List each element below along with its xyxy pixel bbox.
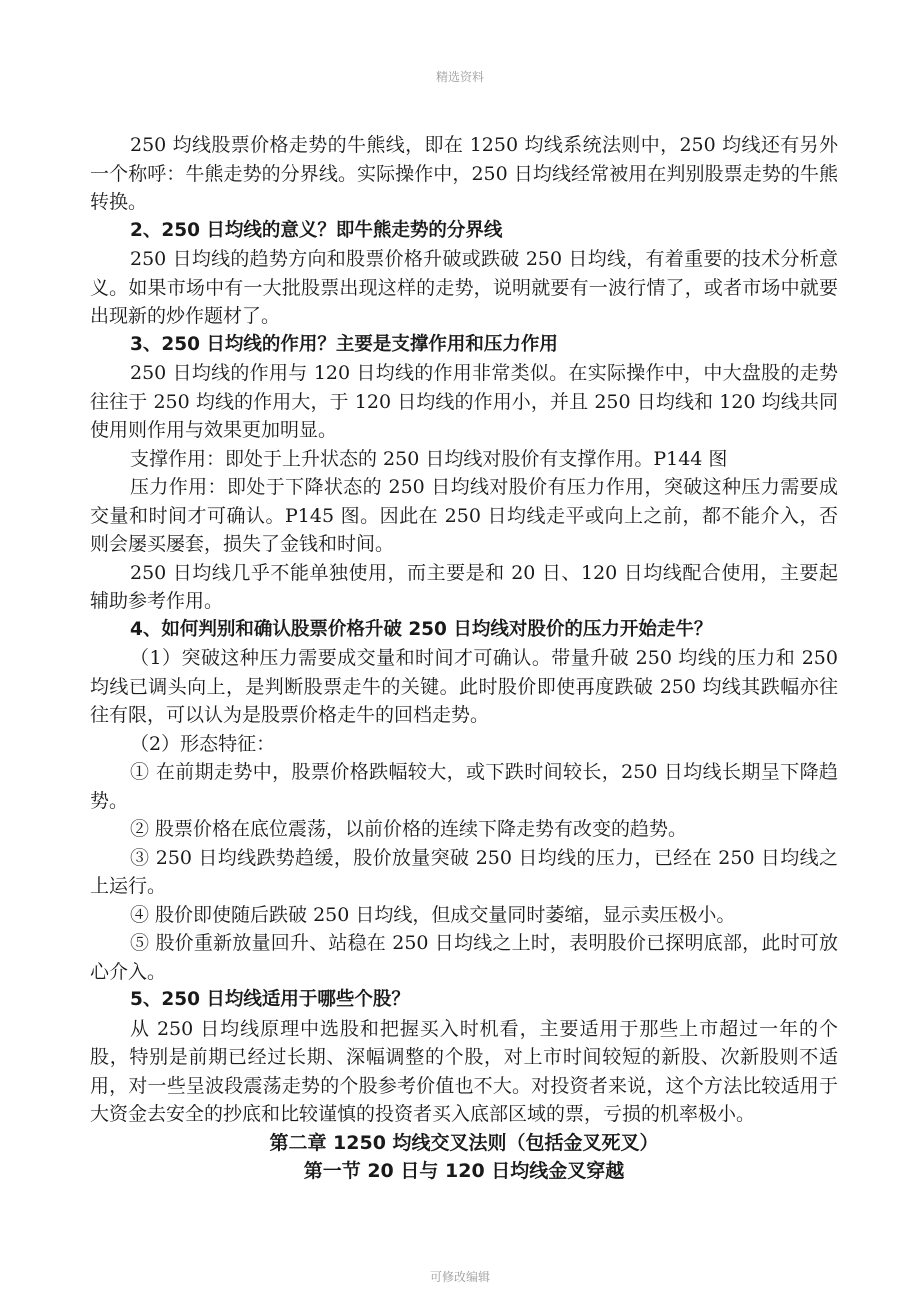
chapter-heading: 第二章 1250 均线交叉法则（包括金叉死叉） [269,1131,659,1154]
chapter-heading: 第一节 20 日与 120 日均线金叉穿越 [303,1160,625,1182]
paragraph: ① 在前期走势中，股票价格跌幅较大，或下跌时间较长，250 日均线长期呈下降趋势。 [90,761,838,812]
page-header: 精选资料 [435,70,484,84]
paragraph: ⑤ 股价重新放量回升、站稳在 250 日均线之上时，表明股价已探明底部，此时可放心介入。 [90,932,838,983]
section-heading: 4、如何判别和确认股票价格升破 250 日均线对股价的压力开始走牛？ [130,618,713,640]
paragraph: ③ 250 日均线跌势趋缓，股价放量突破 250 日均线的压力，已经在 250 日均线之上运行。 [90,846,838,897]
document-body [90,131,838,1186]
paragraph: 支撑作用：即处于上升状态的 250 日均线对股价有支撑作用。P144 图 [130,447,728,470]
paragraph: （1）突破这种压力需要成交量和时间才可确认。带量升破 250 均线的压力和 250 均线已调头向上，是判断股票走牛的关键。此时股价即使再度跌破 250 均线其跌幅亦往往有限，可以认为是股票价格走牛的回档走势。 [90,647,838,726]
paragraph: 250 日均线的作用与 120 日均线的作用非常类似。在实际操作中，中大盘股的走势往往于 250 均线的作用大，于 120 日均线的作用小，并且 250 日均线和 120 均线共同使用则作用与效果更加明显。 [90,362,838,441]
section-heading: 3、250 日均线的作用？主要是支撑作用和压力作用 [130,333,558,355]
section-heading: 2、250 日均线的意义？即牛熊走势的分界线 [130,219,503,241]
paragraph: 250 均线股票价格走势的牛熊线，即在 1250 均线系统法则中，250 均线还有另外一个称呼：牛熊走势的分界线。实际操作中，250 日均线经常被用在判别股票走势的牛熊转换。 [90,134,838,213]
paragraph: 压力作用：即处于下降状态的 250 日均线对股价有压力作用，突破这种压力需要成交量和时间才可确认。P145 图。因此在 250 日均线走平或向上之前，都不能介入，否则会屡买屡套，损失了金钱和时间。 [90,476,838,555]
paragraph: （2）形态特征： [130,732,276,755]
section-heading: 5、250 日均线适用于哪些个股？ [130,989,410,1010]
paragraph: 从 250 日均线原理中选股和把握买入时机看，主要适用于那些上市超过一年的个股，特别是前期已经过长期、深幅调整的个股，对上市时间较短的新股、次新股则不适用，对一些呈波段震荡走势的个股参考价值也不大。对投资者来说，这个方法比较适用于大资金去安全的抄底和比较谨慎的投资者买入底部区域的票，亏损的机率极小。 [90,1017,838,1125]
paragraph: ④ 股价即使随后跌破 250 日均线，但成交量同时萎缩，显示卖压极小。 [130,903,736,926]
paragraph: 250 日均线几乎不能单独使用，而主要是和 20 日、120 日均线配合使用，主要起辅助参考作用。 [90,561,838,612]
paragraph: 250 日均线的趋势方向和股票价格升破或跌破 250 日均线，有着重要的技术分析意义。如果市场中有一大批股票出现这样的走势，说明就要有一波行情了，或者市场中就要出现新的炒作题材了。 [90,248,838,327]
paragraph: ② 股票价格在底位震荡，以前价格的连续下降走势有改变的趋势。 [130,818,688,840]
page-footer: 可修改编辑 [429,1270,490,1284]
